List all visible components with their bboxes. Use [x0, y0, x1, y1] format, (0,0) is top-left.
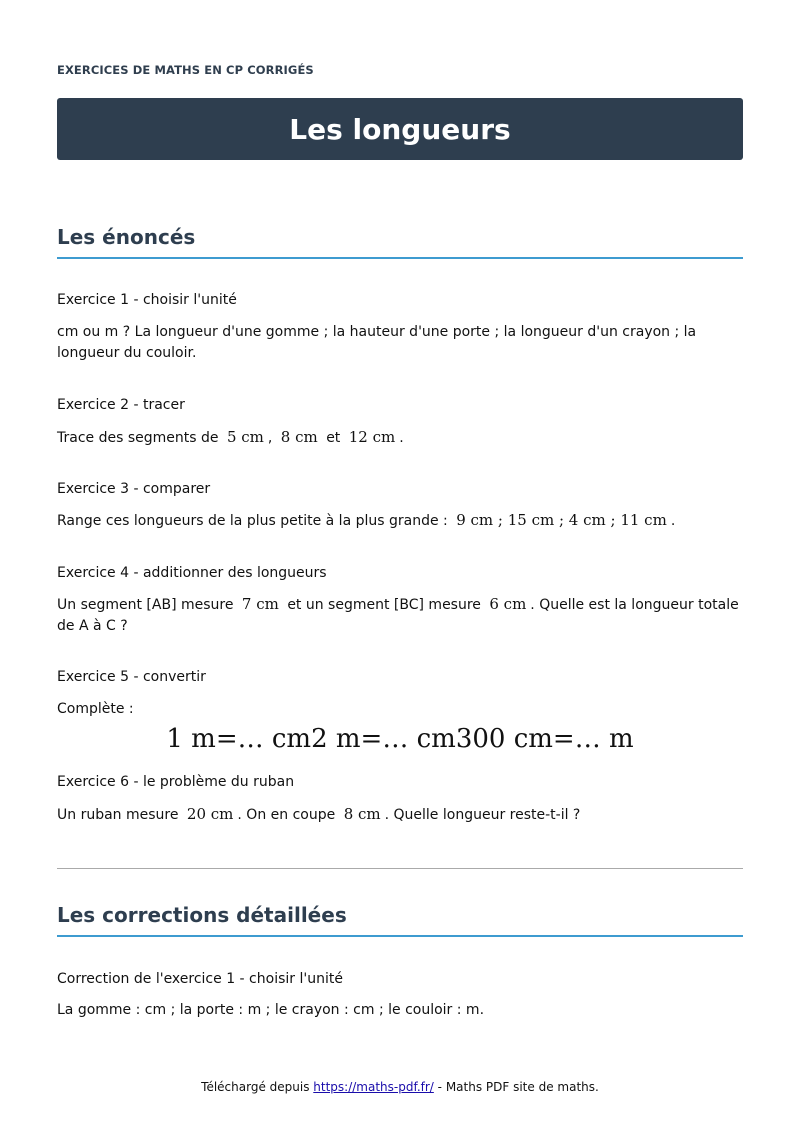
exercise-6-body: [57, 804, 743, 826]
footer-text: - Maths PDF site de maths.: [437, 1080, 599, 1094]
exercise-2-title: Exercice 2 - tracer: [57, 397, 185, 413]
conversion-formula: 1 m=… cm2 m=… cm300 cm=… m: [166, 724, 634, 754]
correction-1-title: Correction de l'exercice 1 - choisir l'unité: [57, 971, 343, 987]
punctuation: .: [670, 513, 676, 529]
length-list: 9 cm ; 15 cm ; 4 cm ; 11 cm: [456, 511, 667, 529]
length-value: 20 cm: [186, 805, 234, 823]
exercise-4-title: Exercice 4 - additionner des longueurs: [57, 565, 327, 581]
exercise-3-text: Range ces longueurs de la plus petite à la plus grande :: [57, 513, 448, 529]
exercise-4-body: [57, 594, 743, 637]
page-title: Les longueurs: [289, 112, 511, 146]
length-value: 7 cm: [241, 595, 279, 613]
length-value: 12 cm: [348, 428, 396, 446]
exercise-6-text: . On en coupe: [237, 807, 336, 823]
exercise-1-title: Exercice 1 - choisir l'unité: [57, 292, 237, 308]
exercise-2-text: Trace des segments de: [57, 430, 219, 446]
exercise-1-body: cm ou m ? La longueur d'une gomme ; la hauteur d'une porte ; la longueur d'un crayon ; la longueur du couloir.: [57, 324, 697, 361]
punctuation: .: [399, 430, 404, 446]
exercise-6-text: . Quelle longueur reste-t-il ?: [384, 807, 581, 823]
exercise-3-title: Exercice 3 - comparer: [57, 481, 211, 497]
exercise-4-text: . Quelle est la longueur totale de A à C ?: [57, 597, 739, 634]
page-footer: [0, 1080, 800, 1094]
exercise-6-text: Un ruban mesure: [57, 807, 179, 823]
length-value: 5 cm: [226, 428, 264, 446]
exercise-5-title: Exercice 5 - convertir: [57, 669, 206, 685]
exercise-5-body: Complète :: [57, 701, 134, 717]
length-value: 8 cm: [280, 428, 318, 446]
correction-1-body: La gomme : cm ; la porte : m ; le crayon : cm ; le couloir : m.: [57, 1002, 485, 1018]
exercise-2-body: [57, 427, 743, 449]
section-heading-corrections: Les corrections détaillées: [57, 903, 743, 937]
length-value: 8 cm: [343, 805, 381, 823]
section-heading-enonces: Les énoncés: [57, 225, 743, 259]
separator: et: [326, 430, 341, 446]
length-value: 6 cm: [489, 595, 527, 613]
separator: ,: [267, 430, 273, 446]
exercise-4-text: Un segment [AB] mesure: [57, 597, 234, 613]
title-banner: [57, 98, 743, 160]
exercise-6-title: Exercice 6 - le problème du ruban: [57, 774, 295, 790]
footer-link[interactable]: https://maths-pdf.fr/: [313, 1080, 434, 1094]
document-kicker: EXERCICES DE MATHS EN CP CORRIGÉS: [57, 63, 314, 77]
footer-text: Téléchargé depuis: [201, 1080, 310, 1094]
exercise-4-text: et un segment [BC] mesure: [287, 597, 481, 613]
section-divider: [57, 868, 743, 869]
exercise-3-body: [57, 510, 743, 532]
